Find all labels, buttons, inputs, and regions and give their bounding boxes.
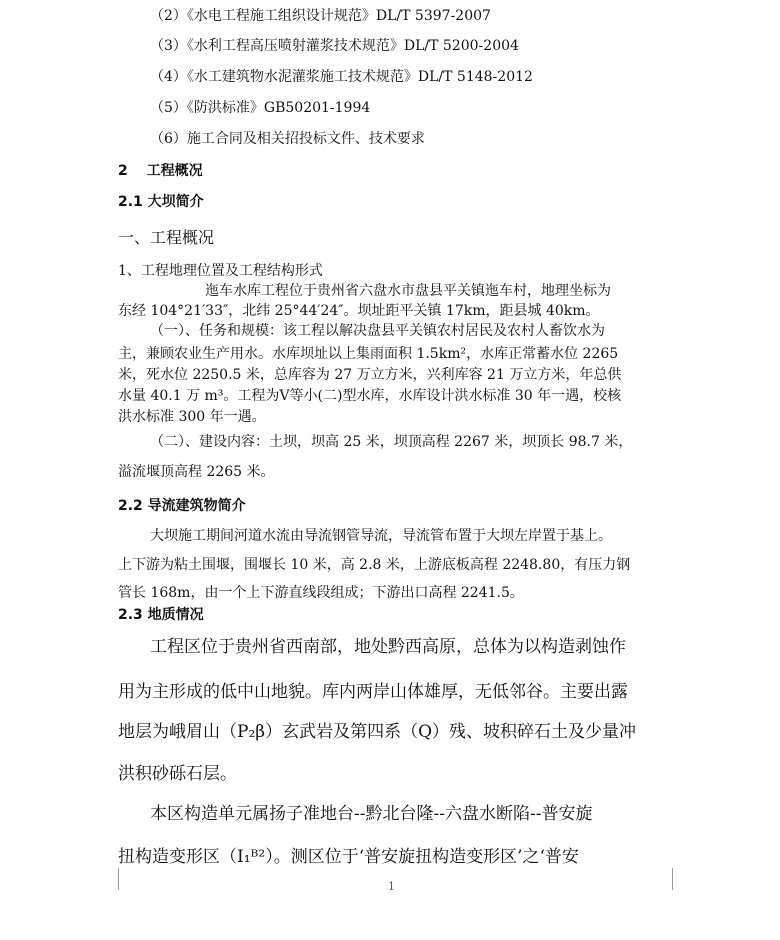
paragraph-line: 扭构造变形区（I₁ᴮ²）。测区位于‘普安旋扭构造变形区’之‘普安 bbox=[118, 847, 579, 867]
paragraph-line: 洪积砂砾石层。 bbox=[118, 764, 237, 784]
paragraph-line: 管长 168m，由一个上下游直线段组成；下游出口高程 2241.5。 bbox=[118, 585, 524, 601]
paragraph-line: 本区构造单元属扬子准地台--黔北台隆--六盘水断陷--普安旋 bbox=[150, 804, 593, 824]
reference-line: （6）施工合同及相关招投标文件、技术要求 bbox=[150, 131, 425, 147]
paragraph-line: 工程区位于贵州省西南部，地处黔西高原，总体为以构造剥蚀作 bbox=[150, 637, 626, 657]
paragraph-line: 上下游为粘土围堰，围堰长 10 米，高 2.8 米，上游底板高程 2248.80，有压力钢 bbox=[118, 557, 631, 573]
paragraph-line: （一）、任务和规模：该工程以解决盘县平关镇农村居民及农村人畜饮水为 bbox=[150, 323, 605, 339]
crop-mark-right bbox=[672, 868, 695, 890]
paragraph-line: 水量 40.1 万 m³。工程为Ⅴ等小(二)型水库，水库设计洪水标准 30 年一遇，校核 bbox=[118, 388, 622, 404]
crop-mark-left bbox=[96, 868, 119, 890]
paragraph-line: 大坝施工期间河道水流由导流钢管导流，导流管布置于大坝左岸置于基上。 bbox=[150, 528, 612, 544]
reference-line: （2）《水电工程施工组织设计规范》DL/T 5397-2007 bbox=[150, 8, 491, 24]
paragraph-line: 东经 104°21′33″，北纬 25°44′24″。坝址距平关镇 17km，距县城 40km。 bbox=[118, 303, 600, 319]
section-heading: 2.2 导流建筑物简介 bbox=[118, 498, 246, 514]
paragraph-line: 米，死水位 2250.5 米，总库容为 27 万立方米，兴利库容 21 万立方米，年总供 bbox=[118, 367, 622, 383]
page-number: 1 bbox=[388, 880, 395, 893]
paragraph-line: 用为主形成的低中山地貌。库内两岸山体雄厚，无低邻谷。主要出露 bbox=[118, 682, 628, 702]
paragraph-line: 洪水标准 300 年一遇。 bbox=[118, 409, 266, 425]
paragraph-line: 主，兼顾农业生产用水。水库坝址以上集雨面积 1.5km²，水库正常蓄水位 2265 bbox=[118, 346, 619, 362]
section-heading: 2.3 地质情况 bbox=[118, 607, 204, 623]
section-heading: 2.1 大坝简介 bbox=[118, 194, 204, 210]
reference-line: （3）《水利工程高压喷射灌浆技术规范》DL/T 5200-2004 bbox=[150, 38, 519, 54]
paragraph-line: 地层为峨眉山（P₂β）玄武岩及第四系（Q）残、坡积碎石土及少量冲 bbox=[118, 722, 637, 742]
paragraph-line: 迤车水库工程位于贵州省六盘水市盘县平关镇迤车村，地理坐标为 bbox=[205, 283, 611, 299]
subsection-heading: 1、工程地理位置及工程结构形式 bbox=[118, 263, 323, 279]
reference-line: （5）《防洪标准》GB50201-1994 bbox=[150, 100, 371, 116]
paragraph-line: （二）、建设内容：土坝，坝高 25 米，坝顶高程 2267 米，坝顶长 98.7 米， bbox=[150, 434, 633, 450]
paragraph-line: 溢流堰顶高程 2265 米。 bbox=[118, 464, 275, 480]
reference-line: （4）《水工建筑物水泥灌浆施工技术规范》DL/T 5148-2012 bbox=[150, 69, 533, 85]
chapter-heading: 一、工程概况 bbox=[118, 228, 215, 247]
section-heading: 2 工程概况 bbox=[118, 163, 203, 179]
